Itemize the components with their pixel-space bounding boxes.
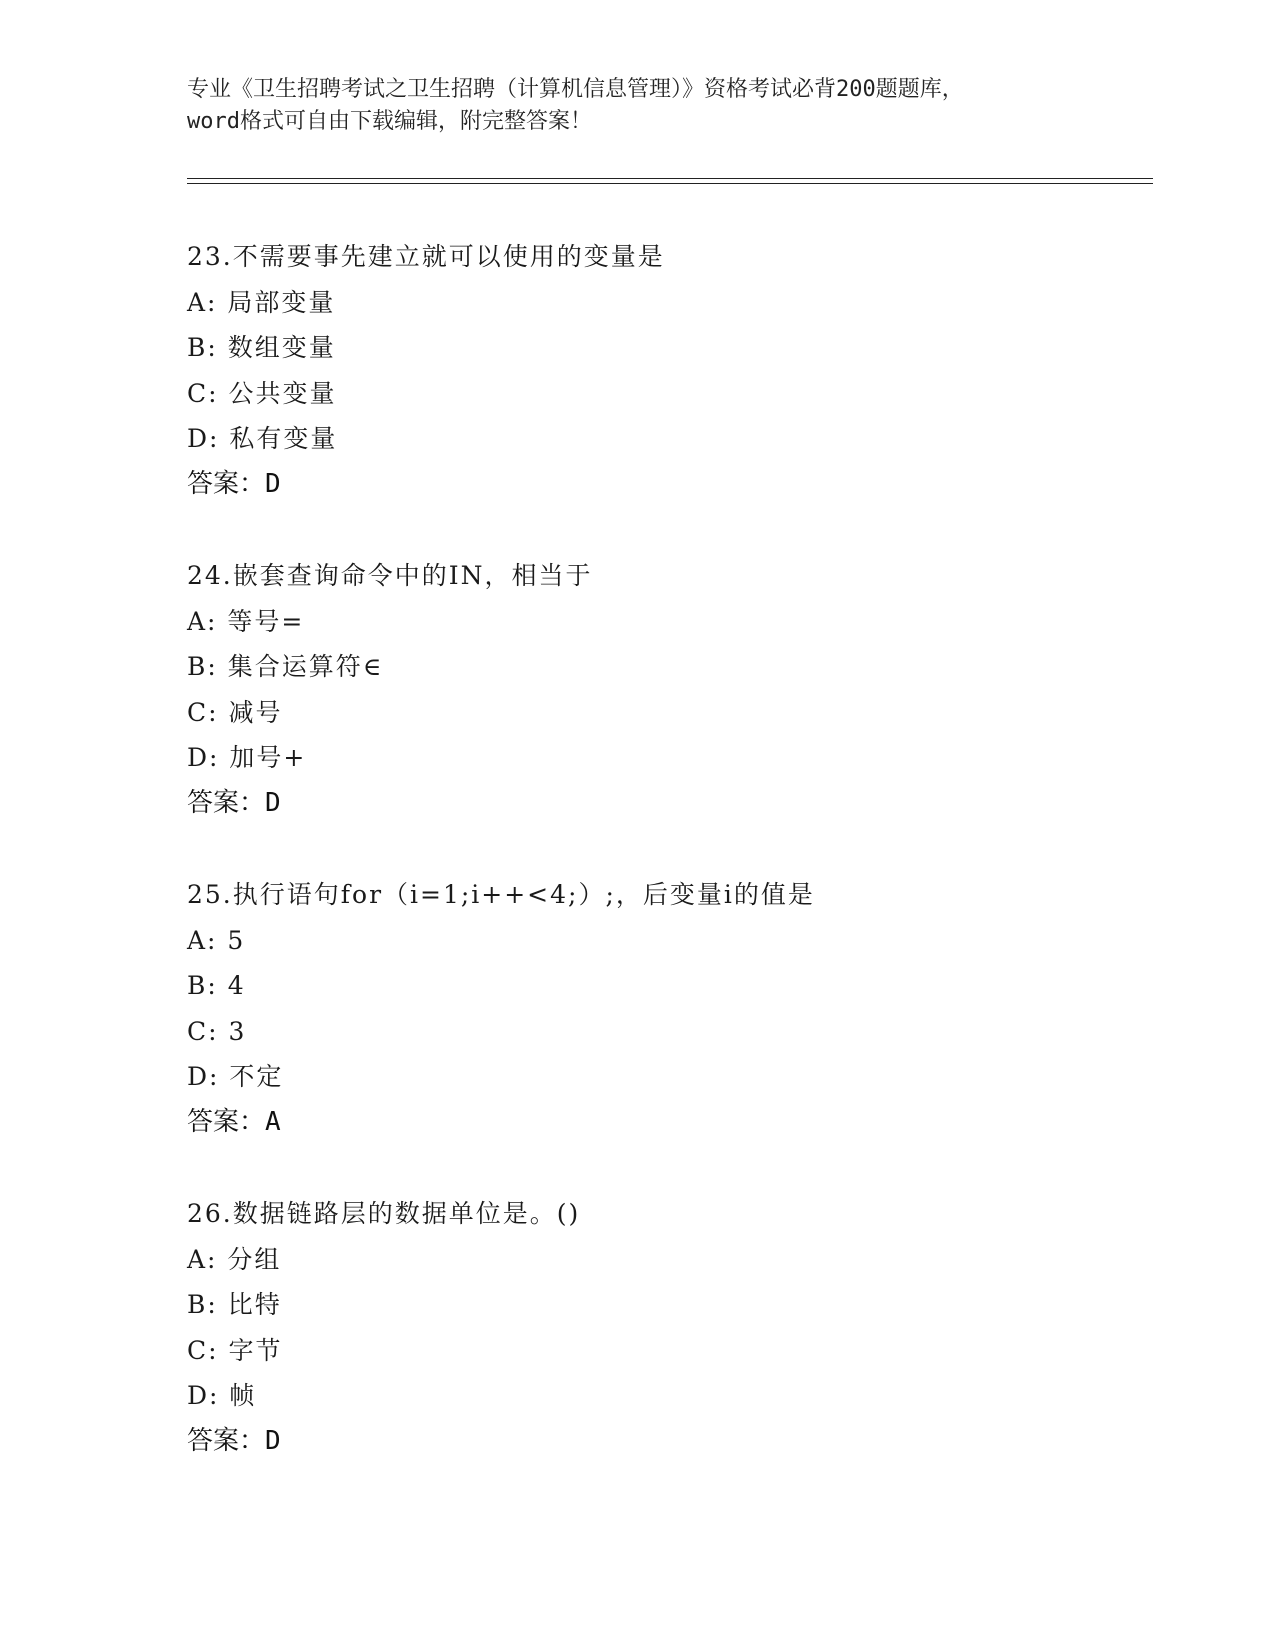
header-divider-top	[187, 178, 1153, 179]
question-25	[187, 872, 1147, 1145]
option-b: B: 4	[187, 971, 246, 1000]
answer-line: 答案：D	[187, 1425, 281, 1456]
question-stem: 24.嵌套查询命令中的IN，相当于	[187, 561, 593, 590]
question-23	[187, 234, 1147, 507]
question-list	[187, 234, 1147, 1510]
header-divider-bottom	[187, 183, 1153, 184]
answer-line: 答案：A	[187, 1106, 281, 1137]
header-line-2: word格式可自由下载编辑，附完整答案！	[187, 109, 592, 134]
option-a: A: 等号=	[187, 606, 305, 636]
option-a: A: 5	[187, 925, 246, 955]
question-stem: 26.数据链路层的数据单位是。()	[187, 1199, 581, 1228]
option-b: B: 数组变量	[187, 333, 336, 362]
question-26	[187, 1191, 1147, 1464]
answer-line: 答案：D	[187, 468, 281, 499]
option-d: D: 私有变量	[187, 424, 338, 453]
question-24	[187, 553, 1147, 826]
question-stem: 25.执行语句for（i=1;i++<4;）;，后变量i的值是	[187, 880, 815, 909]
header-line-1: 专业《卫生招聘考试之卫生招聘（计算机信息管理）》资格考试必背200题题库，	[187, 77, 964, 102]
option-d: D: 加号+	[187, 743, 307, 772]
document-header	[187, 74, 1087, 138]
option-a: A: 局部变量	[187, 287, 336, 317]
option-d: D: 不定	[187, 1062, 284, 1091]
option-c: C: 公共变量	[187, 378, 337, 408]
option-a: A: 分组	[187, 1244, 282, 1274]
option-d: D: 帧	[187, 1381, 257, 1410]
answer-line: 答案：D	[187, 787, 281, 818]
question-stem: 23.不需要事先建立就可以使用的变量是	[187, 242, 665, 271]
option-c: C: 3	[187, 1016, 247, 1046]
option-b: B: 比特	[187, 1290, 282, 1319]
option-b: B: 集合运算符∈	[187, 652, 384, 681]
option-c: C: 字节	[187, 1335, 283, 1365]
option-c: C: 减号	[187, 697, 283, 727]
